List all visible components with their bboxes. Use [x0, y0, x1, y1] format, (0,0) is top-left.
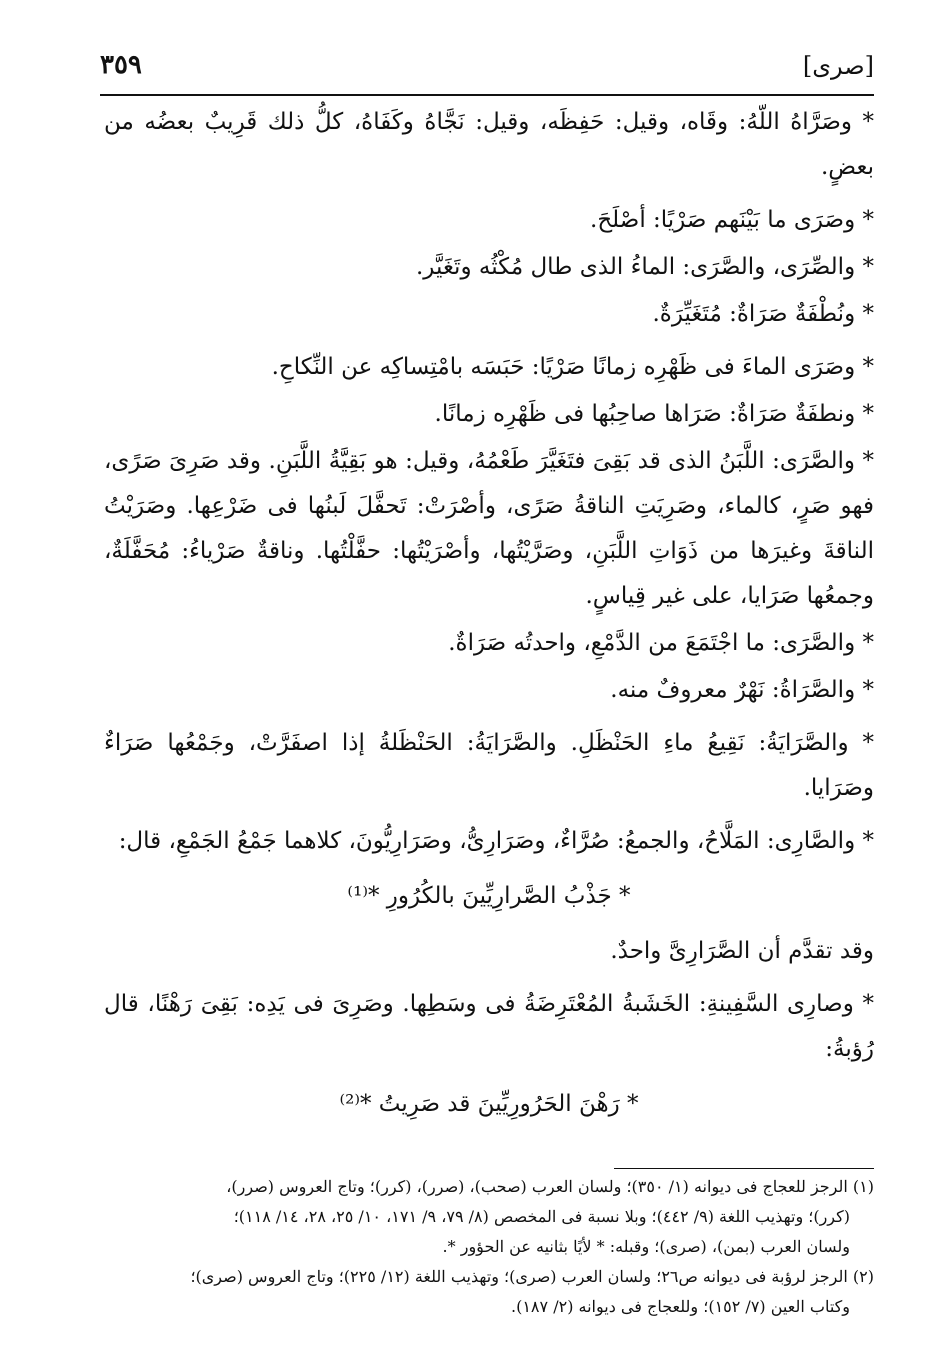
footnote-2-line-2: وكتاب العين (٧/ ١٥٢)؛ وللعجاج فى ديوانه (٢/ ١٨٧).	[511, 1297, 850, 1316]
paragraph-2: * وصَرَى ما بَيْنَهم صَرْيًا: أصْلَحَ.	[590, 207, 874, 233]
paragraph-4: * ونُطْفَةٌ صَرَاةٌ: مُتَغَيِّرَةٌ.	[652, 301, 874, 327]
page-number: ٣٥٩	[100, 50, 142, 80]
paragraph-8: * والصَّرَى: ما اجْتَمَعَ من الدَّمْعِ، واحدتُه صَرَاةٌ.	[448, 630, 874, 656]
paragraph-7: * والصَّرَى: اللَّبَنُ الذى قد بَقِىَ فتَغَيَّرَ طَعْمُهُ، وقيل: هو بَقِيَّةُ اللَّبَنِ. وقد صَرِىَ صَرًى، فهو صَرٍ، كالماء، وصَرِيَتِ الناقةُ صَرًى، وأصْرَتْ: تَحفَّلَ لَبنُها فى ضَرْعِها. وصَرَيْتُ الناقةَ وغيرَها من ذَوَاتِ اللَّبَنِ، وصَرَّيْتُها، وأصْرَيْتُها: حفَّلْتُها. وناقةٌ صَرْياءُ: مُحَفَّلَةٌ، وجمعُها صَرَايا، على غير قِياسٍ.	[104, 448, 874, 609]
entry-body	[104, 100, 874, 1137]
paragraph-12: وقد تقدَّم أن الصَّرَارِىَّ واحدٌ.	[610, 938, 874, 964]
paragraph-6: * ونطفَةٌ صَرَاةٌ: صَرَاها صاحِبُها فى ظَهْرِه زمانًا.	[434, 401, 874, 427]
verse-2: * رَهْنَ الحَرُورِيِّينَ قد صَرِيتُ *⁽²⁾	[339, 1091, 639, 1117]
footnote-2-line-1: (٢) الرجز لرؤبة فى ديوانه ص٢٦؛ ولسان العرب (صرى)؛ وتهذيب اللغة (١٢/ ٢٢٥)؛ وتاج العروس (صرى)؛	[190, 1267, 874, 1286]
paragraph-3: * والصِّرَى، والصَّرَى: الماءُ الذى طال مُكْثُه وتَغَيَّر.	[416, 254, 874, 280]
paragraph-13: * وصارِى السَّفِينةِ: الخَشَبةُ المُعْتَرِضَةُ فى وسَطِها. وصَرِىَ فى يَدِه: بَقِىَ رَهْنًا، قال رُؤبةُ:	[104, 991, 874, 1062]
footnote-divider	[614, 1168, 874, 1169]
header-root-word: [صرى]	[802, 52, 874, 80]
footnote-1-line-3: ولسان العرب (بمن)، (صرى)؛ وقبله: * لأيًا بثانيه عن الحؤور *.	[442, 1237, 850, 1256]
footnote-1-line-2: (كرر)؛ وتهذيب اللغة (٩/ ٤٤٢)؛ وبلا نسبة فى المخصص (٨/ ٧٩، ٩/ ١٧١، ١٠/ ٢٥، ٢٨، ١٤/ ١١٨)؛	[233, 1207, 850, 1226]
paragraph-11: * والصَّارِى: المَلَّاحُ، والجمعُ: صُرَّاءٌ، وصَرَارِىُّ، وصَرَارِيُّونَ، كلاهما جَمْعُ الجَمْعِ، قال:	[118, 828, 874, 854]
footnote-1-line-1: (١) الرجز للعجاج فى ديوانه (١/ ٣٥٠)؛ ولسان العرب (صحب)، (صرر)، (كرر)؛ وتاج العروس (صرر)،	[226, 1177, 874, 1196]
footnote-1	[104, 1172, 874, 1262]
paragraph-10: * والصَّرَايَةُ: نَقِيعُ ماءِ الحَنْظَلِ. والصَّرَايَةُ: الحَنْظَلةُ إذا اصفَرَّتْ، وجَمْعُها صَرَاءٌ وصَرَايا.	[104, 730, 874, 801]
footnotes	[104, 1172, 874, 1322]
header-divider	[100, 94, 874, 96]
footnote-2	[104, 1262, 874, 1322]
verse-1: * جَذْبُ الصَّرارِيِّينَ بالكُرُورِ *⁽¹⁾	[347, 883, 631, 909]
paragraph-9: * والصَّرَاةُ: نَهْرٌ معروفٌ منه.	[610, 677, 874, 703]
paragraph-5: * وصَرَى الماءَ فى ظَهْرِه زمانًا صَرْيًا: حَبَسَه بامْتِساكِه عن النِّكاحِ.	[271, 354, 874, 380]
paragraph-1: * وصَرَّاهُ اللّهُ: وقَاه، وقيل: حَفِظَه، وقيل: نَجَّاهُ وكَفَاهُ، كلُّ ذلك قَرِيبٌ بعضُه من بعضٍ.	[104, 109, 874, 180]
